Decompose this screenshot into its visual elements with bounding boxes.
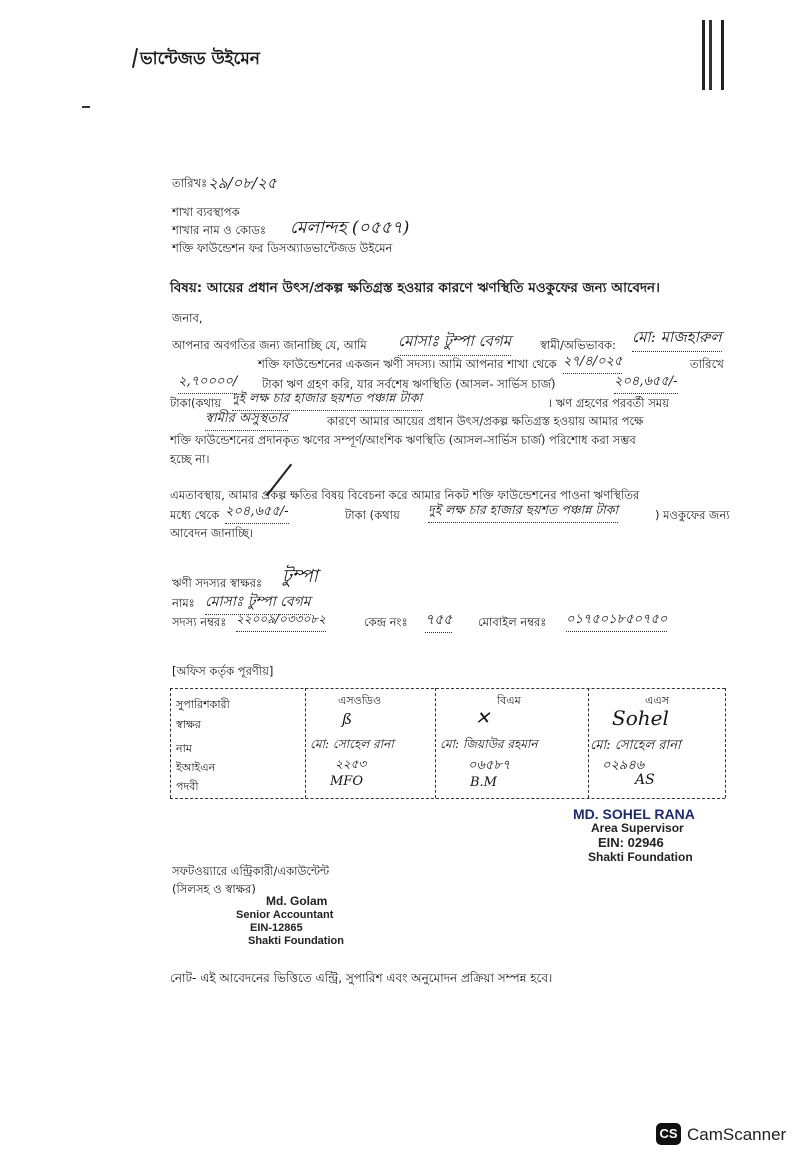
row-label-signature: স্বাক্ষর [176,718,201,731]
table-divider [435,688,436,798]
sodo-ein: ২২৫৩ [335,757,367,771]
camscanner-logo-icon: CS [656,1123,681,1145]
body-text: শক্তি ফাউন্ডেশনের একজন ঋণী সদস্য। আমি আপনার শাখা থেকে [258,357,557,371]
mobile-label: মোবাইল নম্বরঃ [478,615,547,629]
bm-signature: ✕ [475,708,491,729]
as-ein: ০২৯৪৬ [602,758,645,773]
salutation: জনাব, [172,311,203,325]
loan-amount: ২,৭০০০০/ [178,372,237,394]
org-line: শক্তি ফাউন্ডেশন ফর ডিসঅ্যাডভান্টেজড উইমেন [172,241,393,255]
body-text: হচ্ছে না। [170,452,210,466]
col-header-sodo: এসওডিও [338,694,382,707]
supervisor-stamp-name: MD. SOHEL RANA [573,806,695,822]
row-label-name: নাম [176,742,192,755]
row-label-designation: পদবী [176,780,199,793]
body-text: তারিখে [690,357,724,371]
as-name: মো: সোহেল রানা [590,738,681,753]
body-text: টাকা ঋণ গ্রহণ করি, যার সর্বশেষ ঋণস্থিতি (আসল- সার্ভিস চার্জ) [262,377,556,391]
member-name: মোসাঃ টুম্পা বেগম [205,590,311,615]
office-heading: [অফিস কর্তৃক পূরণীয়] [172,664,274,678]
waiver-in-words: দুই লক্ষ চার হাজার ছয়শত পঞ্চান্ন টাকা [428,502,618,523]
supervisor-stamp-ein: EIN: 02946 [598,835,664,850]
waiver-amount: ২০৪,৬৫৫/- [225,502,289,524]
body-text: আপনার অবগতির জন্য জানাচ্ছি যে, আমি [172,338,367,352]
row-label-ein: ইআইএন [176,761,216,774]
member-signature: টুম্পা [282,566,318,587]
office-table [170,688,725,798]
accountant-stamp-title: Senior Accountant [236,909,334,921]
accountant-stamp-name: Md. Golam [266,894,328,908]
as-signature: Sohel [612,706,669,730]
center-number: ৭৫৫ [425,608,452,633]
body-text: এমতাবস্থায়, আমার প্রকল্প ক্ষতির বিষয় বিবেচনা করে আমার নিকট শক্তি ফাউন্ডেশনের পাওনা ঋণস্থিতির [170,488,640,502]
branch-value: মেলান্দহ (০৫৫৭) [290,218,410,238]
row-label-recommender: সুপারিশকারী [176,698,230,711]
scan-speck [82,106,90,108]
body-text: কারণে আমার আয়ের প্রধান উৎস/প্রকল্প ক্ষতিগ্রস্ত হওয়ায় আমার পক্ষে [327,414,644,428]
table-divider [588,688,589,798]
sodo-signature: ß [342,710,353,728]
member-name-label: নামঃ [172,596,195,610]
col-header-as: এএস [645,694,670,707]
body-text: স্বামী/অভিভাবক: [540,338,616,352]
binder-mark [702,20,724,90]
supervisor-stamp-org: Shakti Foundation [588,850,693,864]
body-text: মধ্যে থেকে [170,508,220,522]
body-text: টাকা(কথায় [170,396,222,410]
col-header-bm: বিএম [497,694,521,707]
date-value: ২৯/০৮/২৫ [208,174,277,192]
body-text: শক্তি ফাউন্ডেশনের প্রদানকৃত ঋণের সম্পূর্ণ/আংশিক ঋণস্থিতি (আসল-সার্ভিস চার্জ) পরিশোধ করা সম্ভব [170,433,636,447]
table-right-border [725,688,726,798]
guardian-name: মো: মাজহারুল [632,326,722,352]
table-bottom-border [170,798,725,799]
body-text: । ঋণ গ্রহণের পরবর্তী সময় [548,396,669,410]
accountant-stamp-ein: EIN-12865 [250,922,303,934]
center-label: কেন্দ্র নংঃ [364,615,408,629]
body-text: আবেদন জানাচ্ছি। [170,526,254,540]
table-left-border [170,688,171,798]
table-top-border [170,688,725,689]
table-divider [305,688,306,798]
mobile-number: ০১৭৫০১৮৫০৭৫০ [566,610,667,632]
member-id-label: সদস্য নম্বরঃ [172,615,227,629]
balance-in-words: দুই লক্ষ চার হাজার ছয়শত পঞ্চান্ন টাকা [232,390,422,411]
member-id: ২২০০৯/০৩৩০৮২ [236,611,326,632]
supervisor-stamp-title: Area Supervisor [591,821,684,835]
binder-mark-inner [709,20,712,90]
as-designation: AS [635,772,655,788]
body-text: টাকা (কথায় [345,508,400,522]
footer-note: নোট- এই আবেদনের ভিত্তিতে এন্ট্রি, সুপারিশ এবং অনুমোদন প্রক্রিয়া সম্পন্ন হবে। [170,971,553,985]
applicant-name: মোসাঃ টুম্পা বেগম [398,330,511,356]
bm-designation: B.M [470,775,497,790]
accountant-stamp-org: Shakti Foundation [248,935,344,947]
member-sign-label: ঋণী সদস্যর স্বাক্ষরঃ [172,576,263,590]
subject-line: বিষয়: আয়ের প্রধান উৎস/প্রকল্প ক্ষতিগ্রস্ত হওয়ার কারণে ঋণস্থিতি মওকুফের জন্য আবেদন। [170,280,660,296]
body-text: ) মওকুফের জন্য [655,508,730,522]
page-corner-mark [132,48,138,68]
loan-balance: ২০৪,৬৫৫/- [614,372,678,394]
branch-label: শাখার নাম ও কোডঃ [172,223,267,237]
accounts-label: সফটওয়্যারে এন্ট্রিকারী/একাউন্টেন্ট [172,864,330,878]
branch-manager-line: শাখা ব্যবস্থাপক [172,205,240,219]
sodo-name: মো: সোহেল রানা [310,737,394,751]
bm-name: মো: জিয়াউর রহমান [440,737,538,751]
loan-date: ২৭/৪/০২৫ [563,352,622,374]
sodo-designation: MFO [330,774,363,789]
header-title: ভান্টেজড উইমেন [140,49,260,69]
date-label: তারিখঃ [172,176,208,190]
accounts-sub-label: (সিলসহ ও স্বাক্ষর) [172,882,256,896]
camscanner-watermark: CamScanner [687,1125,787,1144]
damage-cause: স্বামীর অসুস্থতার [205,409,288,431]
bm-ein: ০৬৫৮৭ [468,758,511,773]
